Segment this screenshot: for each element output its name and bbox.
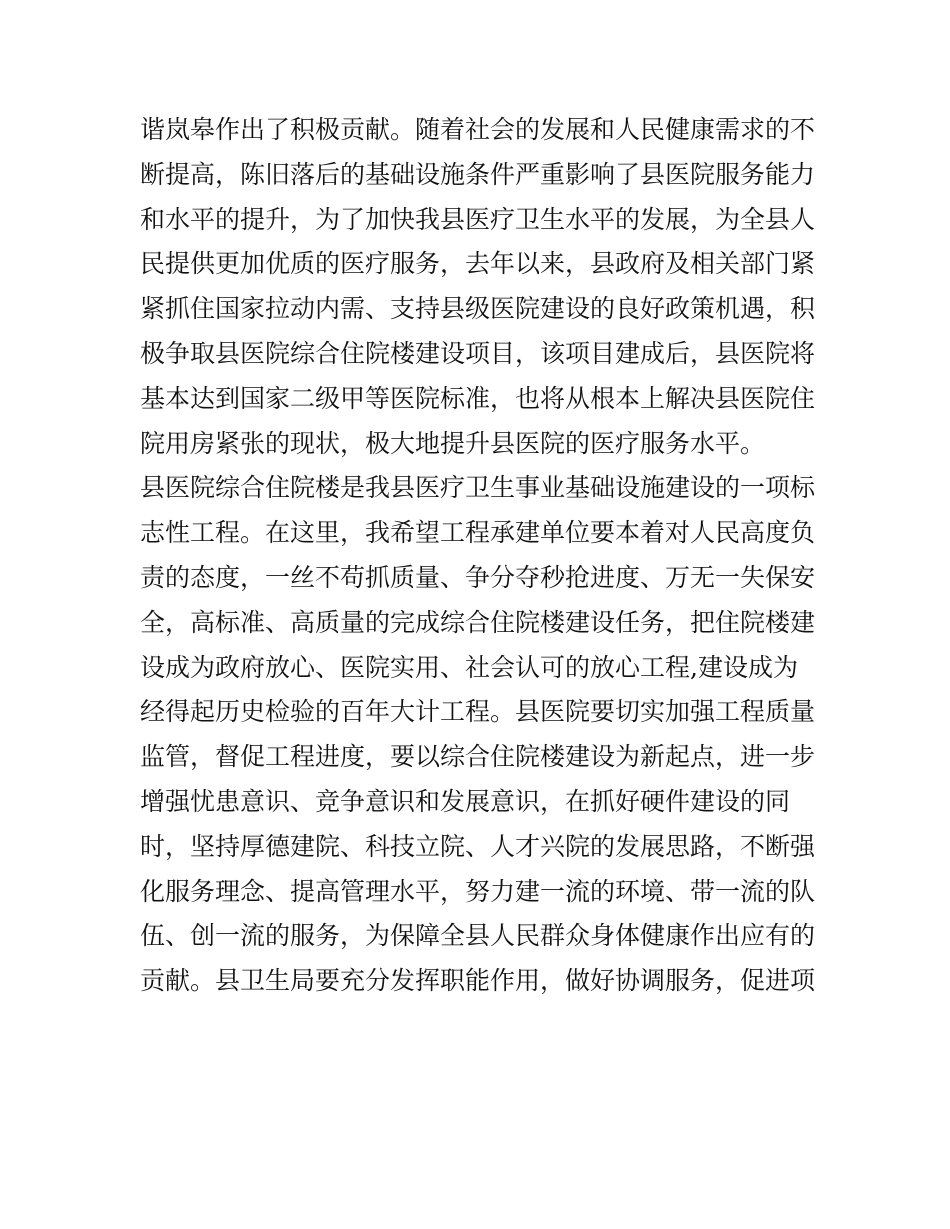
text-line: 全，高标准、高质量的完成综合住院楼建设任务，把住院楼建 (140, 607, 816, 637)
body-text (140, 108, 820, 1004)
text-line: 民提供更加优质的医疗服务，去年以来，县政府及相关部门紧 (140, 249, 816, 279)
text-line: 设成为政府放心、医院实用、社会认可的放心工程,建设成为 (140, 652, 798, 682)
text-line: 化服务理念、提高管理水平，努力建一流的环境、带一流的队 (140, 876, 816, 906)
text-line: 贡献。县卫生局要充分发挥职能作用，做好协调服务，促进项 (140, 966, 816, 996)
text-line: 志性工程。在这里，我希望工程承建单位要本着对人民高度负 (140, 518, 816, 548)
text-line: 增强忧患意识、竞争意识和发展意识，在抓好硬件建设的同 (140, 786, 791, 816)
text-line: 监管，督促工程进度，要以综合住院楼建设为新起点，进一步 (140, 742, 816, 772)
text-line: 断提高，陈旧落后的基础设施条件严重影响了县医院服务能力 (140, 159, 816, 189)
text-line: 院用房紧张的现状，极大地提升县医院的医疗服务水平。 (140, 428, 766, 458)
text-line: 基本达到国家二级甲等医院标准，也将从根本上解决县医院住 (140, 383, 816, 413)
text-line: 县医院综合住院楼是我县医疗卫生事业基础设施建设的一项标 (140, 473, 816, 503)
text-line: 谐岚皋作出了积极贡献。随着社会的发展和人民健康需求的不 (140, 115, 816, 144)
text-line: 经得起历史检验的百年大计工程。县医院要切实加强工程质量 (140, 697, 816, 727)
text-line: 和水平的提升，为了加快我县医疗卫生水平的发展，为全县人 (140, 204, 816, 234)
text-line: 紧抓住国家拉动内需、支持县级医院建设的良好政策机遇，积 (140, 294, 816, 324)
text-line: 时，坚持厚德建院、科技立院、人才兴院的发展思路，不断强 (140, 831, 816, 861)
text-line: 伍、创一流的服务，为保障全县人民群众身体健康作出应有的 (140, 921, 816, 951)
text-line: 责的态度，一丝不苟抓质量、争分夺秒抢进度、万无一失保安 (140, 562, 816, 592)
text-line: 极争取县医院综合住院楼建设项目，该项目建成后，县医院将 (140, 338, 816, 368)
